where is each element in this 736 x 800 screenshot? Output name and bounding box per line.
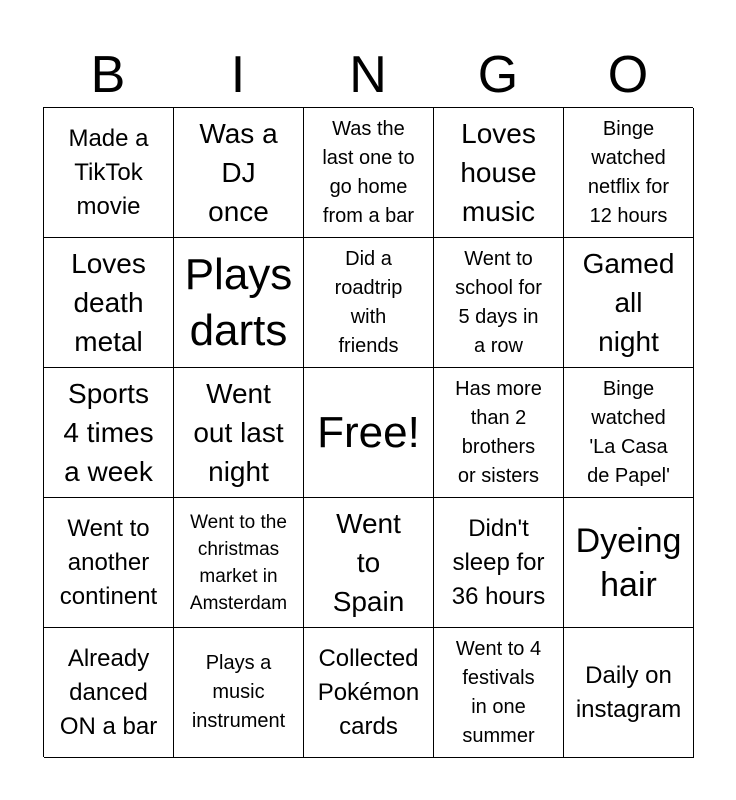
bingo-cell-r3-c4[interactable]	[434, 368, 564, 498]
cell-text: Went out last night	[193, 378, 284, 487]
bingo-cell-r2-c1[interactable]	[44, 238, 174, 368]
bingo-cell-r1-c1[interactable]	[44, 108, 174, 238]
header-letter-b: B	[90, 46, 126, 104]
cell-text: Loves house music	[460, 118, 537, 227]
cell-text: Did a roadtrip with friends	[334, 247, 403, 357]
bingo-cell-r5-c1[interactable]	[44, 628, 174, 758]
bingo-cell-r3-c2[interactable]	[174, 368, 304, 498]
bingo-cell-r5-c5[interactable]	[564, 628, 694, 758]
cell-text: Went to Spain	[332, 508, 405, 617]
bingo-cell-r1-c4[interactable]	[434, 108, 564, 238]
header-letter-g: G	[477, 46, 519, 104]
bingo-cell-r4-c3[interactable]	[304, 498, 434, 628]
bingo-cell-r2-c2[interactable]	[174, 238, 304, 368]
bingo-cell-r2-c5[interactable]	[564, 238, 694, 368]
bingo-cell-r1-c2[interactable]	[174, 108, 304, 238]
cell-text: Sports 4 times a week	[63, 378, 154, 487]
bingo-cell-r4-c1[interactable]	[44, 498, 174, 628]
bingo-cell-r5-c4[interactable]	[434, 628, 564, 758]
cell-text: Was a DJ once	[199, 118, 278, 227]
bingo-cell-free[interactable]	[304, 368, 434, 498]
bingo-cell-r5-c2[interactable]	[174, 628, 304, 758]
bingo-grid	[43, 107, 693, 757]
bingo-cell-r2-c4[interactable]	[434, 238, 564, 368]
bingo-cell-r1-c3[interactable]	[304, 108, 434, 238]
bingo-header	[43, 44, 693, 106]
bingo-cell-r4-c5[interactable]	[564, 498, 694, 628]
bingo-cell-r2-c3[interactable]	[304, 238, 434, 368]
cell-text: Collected Pokémon cards	[317, 644, 420, 740]
bingo-cell-r3-c1[interactable]	[44, 368, 174, 498]
bingo-cell-r1-c5[interactable]	[564, 108, 694, 238]
bingo-cell-r4-c4[interactable]	[434, 498, 564, 628]
cell-text: Didn't sleep for 36 hours	[451, 514, 546, 610]
cell-text: Binge watched netflix for 12 hours	[587, 117, 670, 227]
cell-text: Dyeing hair	[575, 521, 682, 604]
header-letter-n: N	[349, 46, 387, 104]
cell-text: Went to the christmas market in Amsterdam	[189, 511, 288, 614]
cell-text: Loves death metal	[71, 248, 146, 357]
cell-text: Went to another continent	[59, 514, 158, 610]
cell-text: Went to 4 festivals in one summer	[455, 637, 542, 747]
cell-text: Already danced ON a bar	[59, 644, 158, 740]
cell-text: Has more than 2 brothers or sisters	[455, 377, 542, 487]
bingo-cell-r3-c5[interactable]	[564, 368, 694, 498]
header-letter-i: I	[230, 46, 246, 104]
cell-text: Binge watched 'La Casa de Papel'	[587, 377, 670, 487]
cell-text: Free!	[317, 407, 420, 457]
bingo-cell-r5-c3[interactable]	[304, 628, 434, 758]
cell-text: Plays darts	[184, 249, 293, 355]
cell-text: Went to school for 5 days in a row	[455, 247, 542, 357]
cell-text: Was the last one to go home from a bar	[322, 117, 415, 227]
cell-text: Plays a music instrument	[191, 652, 286, 732]
cell-text: Made a TikTok movie	[68, 124, 149, 220]
header-letter-o: O	[607, 46, 649, 104]
cell-text: Daily on instagram	[575, 661, 682, 723]
cell-text: Gamed all night	[582, 248, 675, 357]
bingo-cell-r4-c2[interactable]	[174, 498, 304, 628]
